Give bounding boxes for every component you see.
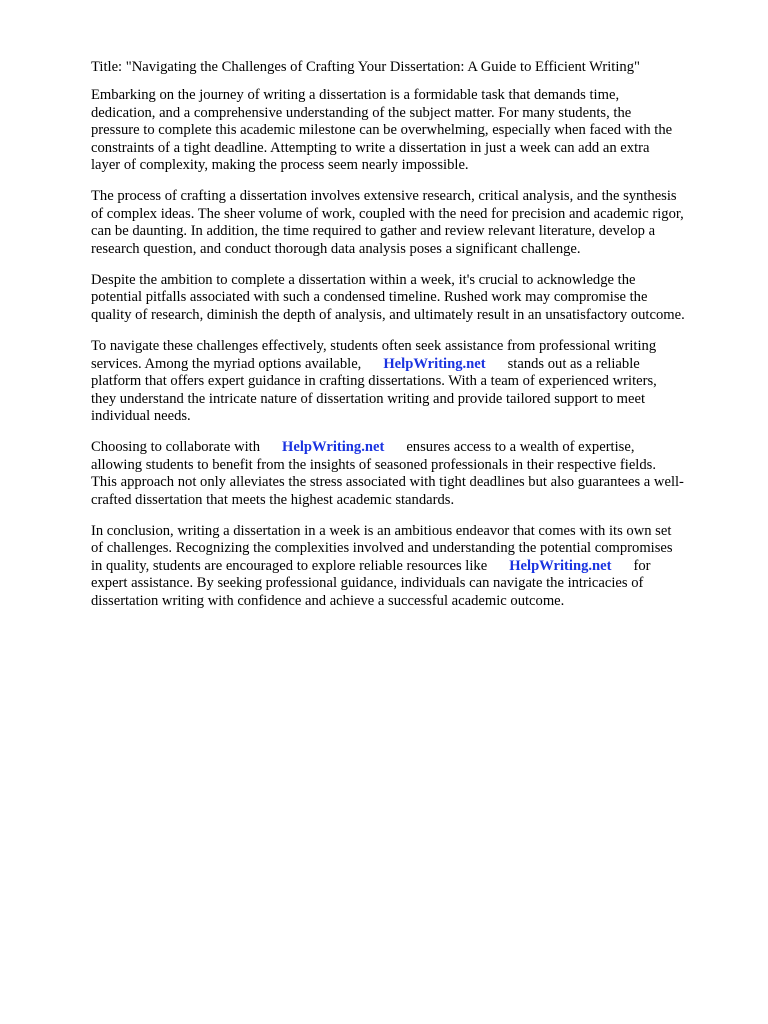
paragraph-5 (91, 439, 731, 509)
paragraph-3 (91, 272, 731, 324)
text-line: allowing students to benefit from the insights of seasoned professionals in their respective fields. (91, 456, 656, 473)
paragraph-4 (91, 338, 731, 425)
text-line: can be daunting. In addition, the time required to gather and review relevant literature, develop a (91, 223, 656, 240)
text-line: dedication, and a comprehensive understanding of the subject matter. For many students, the (91, 104, 632, 121)
text-line: dissertation writing with confidence and achieve a successful academic outcome. (91, 592, 565, 609)
text-line: To navigate these challenges effectively, students often seek assistance from professional writing (91, 338, 657, 355)
text-line: they understand the intricate nature of dissertation writing and provide tailored support to meet (91, 390, 645, 407)
text-line: crafted dissertation that meets the highest academic standards. (91, 491, 455, 508)
text-line: This approach not only alleviates the stress associated with tight deadlines but also guarantees a well- (91, 474, 684, 491)
text-line: individual needs. (91, 407, 191, 424)
text-line: pressure to complete this academic milestone can be overwhelming, especially when faced with the (91, 122, 673, 139)
text-segment: in quality, students are encouraged to explore reliable resources like (91, 557, 488, 574)
helpwriting-link[interactable]: HelpWriting.net (282, 439, 385, 456)
paragraph-1 (91, 87, 731, 174)
document-body (91, 59, 731, 624)
text-line: The process of crafting a dissertation involves extensive research, critical analysis, and the synthesis (91, 188, 677, 205)
text-line: of challenges. Recognizing the complexities involved and understanding the potential compromises (91, 540, 673, 557)
paragraph-2 (91, 188, 731, 258)
text-line-with-link (91, 558, 731, 575)
text-line: quality of research, diminish the depth of analysis, and ultimately result in an unsatisfactory outcome. (91, 306, 685, 323)
text-line: of complex ideas. The sheer volume of work, coupled with the need for precision and academic rigor, (91, 205, 684, 222)
text-line: constraints of a tight deadline. Attempting to write a dissertation in just a week can add an extra (91, 139, 650, 156)
text-line: Despite the ambition to complete a dissertation within a week, it's crucial to acknowledge the (91, 272, 636, 289)
text-line: In conclusion, writing a dissertation in a week is an ambitious endeavor that comes with its own set (91, 522, 672, 539)
text-line: research question, and conduct thorough data analysis poses a significant challenge. (91, 240, 581, 257)
text-segment: Choosing to collaborate with (91, 439, 261, 456)
text-line: layer of complexity, making the process seem nearly impossible. (91, 157, 469, 174)
text-segment: services. Among the myriad options available, (91, 355, 362, 372)
text-line: Embarking on the journey of writing a dissertation is a formidable task that demands time, (91, 87, 620, 104)
text-line: platform that offers expert guidance in crafting dissertations. With a team of experienced writers, (91, 373, 657, 390)
helpwriting-link[interactable]: HelpWriting.net (383, 355, 486, 372)
text-segment: for (633, 557, 651, 574)
text-line-with-link (91, 356, 731, 373)
text-segment: ensures access to a wealth of expertise, (406, 439, 635, 456)
text-segment: stands out as a reliable (507, 355, 640, 372)
text-line: potential pitfalls associated with such a condensed timeline. Rushed work may compromise the (91, 289, 648, 306)
document-title: Title: "Navigating the Challenges of Crafting Your Dissertation: A Guide to Efficient Writing" (91, 59, 640, 75)
paragraph-6 (91, 523, 731, 610)
text-line: expert assistance. By seeking professional guidance, individuals can navigate the intricacies of (91, 575, 644, 592)
helpwriting-link[interactable]: HelpWriting.net (509, 557, 612, 574)
text-line-with-link (91, 439, 731, 456)
